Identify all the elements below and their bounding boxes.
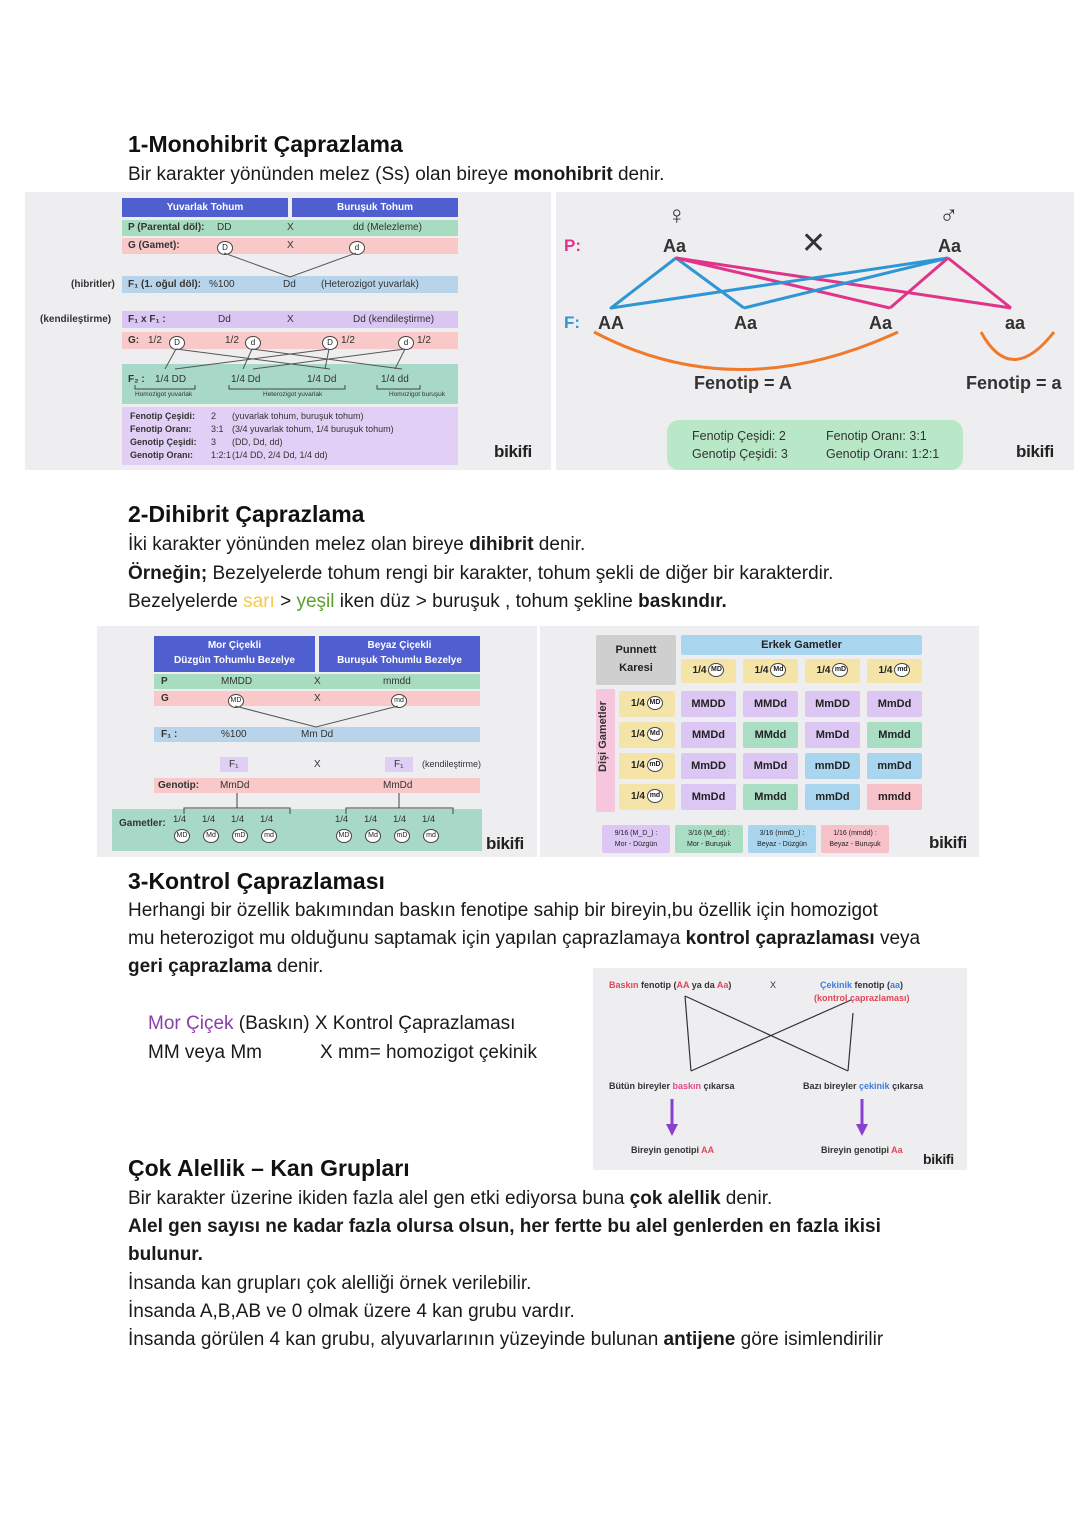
bikifi-logo: bikifi [929, 833, 967, 852]
kan-gruplari-line1: İnsanda kan grupları çok alelliği örnek verilebilir. [128, 1273, 532, 1294]
text-span: fenotip ( [852, 980, 891, 990]
gamete-d: d [349, 241, 365, 255]
legend-phenotype: Mor - Düzgün [614, 841, 658, 848]
section-title-cok-alellik: Çok Alellik – Kan Grupları [128, 1155, 410, 1181]
gamete-fraction: 1/4 [231, 814, 245, 825]
text-span: MM veya Mm [148, 1042, 262, 1063]
f1-note: (kendileştirme) [422, 759, 482, 769]
gamete-Md: Md [647, 727, 663, 741]
side-label-kendilestirme: (kendileştirme) [40, 314, 112, 325]
male-gamete-header [805, 659, 860, 683]
kan-gruplari-line2: İnsanda A,B,AB ve 0 olmak üzere 4 kan grubu vardır. [128, 1301, 575, 1322]
header-erkek-gametler: Erkek Gametler [681, 635, 922, 655]
gamet-x: X [287, 240, 294, 251]
label-g: G [161, 693, 169, 704]
legend-ratio: 1/16 (mmdd) : [833, 830, 877, 837]
dihibrit-definition [128, 531, 585, 560]
text-span: Baskın [609, 980, 639, 990]
genotip-left: MmDd [220, 780, 250, 791]
label-parental: P (Parental döl): [128, 222, 205, 233]
term-baskindir: baskındır. [638, 591, 727, 612]
gamete-MD: MD [174, 829, 190, 843]
f1xf1-right: Dd (kendileştirme) [353, 314, 435, 325]
gamete-fraction: 1/4 [422, 814, 436, 825]
text-span: Bireyin genotipi [821, 1145, 892, 1155]
parent-left-genotype: Aa [663, 236, 687, 256]
gamete-md: md [894, 663, 910, 677]
parental-left: DD [217, 222, 232, 233]
gamete-mD: mD [647, 758, 663, 772]
kontrol-example-line2 [148, 1039, 262, 1068]
legend-ratio: 9/16 (M_D_) : [614, 830, 658, 837]
label-f1: F₁ : [161, 729, 178, 740]
kontrol-example-line1 [148, 1010, 515, 1039]
sum-genotip-cesidi-num: 3 [211, 437, 217, 447]
gamete-fraction: 1/4 [260, 814, 274, 825]
genotip-AA-label [631, 1145, 714, 1155]
cross-x-icon: ✕ [801, 227, 827, 260]
bikifi-logo: bikifi [1016, 442, 1054, 461]
label-genotip: Genotip: [158, 780, 200, 791]
fenotip-recessive-label: Fenotip = a [966, 373, 1062, 393]
g2-frac-b: 1/2 [225, 335, 239, 346]
f1-right: F₁ [394, 759, 404, 770]
f2-note-homo-yuvarlak: Homozigot yuvarlak [135, 391, 193, 398]
punnett-cell: MmDd [743, 753, 798, 779]
label-gametler: Gametler: [119, 818, 166, 829]
sum-genotip-cesidi-key: Genotip Çeşidi: [130, 437, 197, 447]
side-label-hibrit: (hibritler) [71, 279, 115, 290]
gamete-D: D [217, 241, 233, 255]
f1-genotype: Mm Dd [301, 729, 334, 740]
gamete-fraction: 1/4 [631, 698, 645, 709]
gamete-md: md [391, 694, 407, 708]
text-span: denir. [533, 534, 586, 555]
header-line: Mor Çiçekli [207, 640, 262, 651]
alel-rule-line1: Alel gen sayısı ne kadar fazla olursa olsun, her fertte bu alel genlerden en fazla ikisi [128, 1216, 881, 1237]
punnett-cell: MmDD [681, 753, 736, 779]
sum-fenotip-orani-num: 3:1 [211, 424, 224, 434]
label-f1: F₁ (1. oğul döl): [128, 279, 202, 290]
text-span: ) [728, 980, 732, 990]
corner-line: Punnett [615, 644, 657, 656]
text-span: çıkarsa [701, 1081, 735, 1091]
section-title-dihibrit: 2-Dihibrit Çaprazlama [128, 501, 365, 527]
punnett-cell: Mmdd [743, 784, 798, 810]
p-left: MMDD [221, 676, 253, 687]
text-span: fenotip ( [638, 980, 677, 990]
gamete-md: md [423, 829, 439, 843]
f2-dd-recessive: 1/4 dd [381, 374, 409, 385]
gamete-mD: mD [832, 663, 848, 677]
female-gamete-header [619, 691, 675, 717]
female-symbol-icon: ♀ [667, 200, 687, 230]
gamete-fraction: 1/4 [816, 665, 831, 676]
bikifi-logo: bikifi [494, 442, 532, 461]
kontrol-example-line2b [320, 1039, 537, 1068]
color-word-yesil: yeşil [296, 591, 335, 612]
header-disi-gametler: Dişi Gametler [597, 701, 609, 772]
monohibrit-definition [128, 161, 664, 190]
genotip-right: MmDd [383, 780, 413, 791]
cok-alellik-definition [128, 1185, 772, 1214]
g2-frac-c: 1/2 [341, 335, 355, 346]
punnett-cell: Mmdd [867, 722, 922, 748]
header-line: Buruşuk Tohumlu Bezelye [337, 655, 462, 666]
g2-frac-d: 1/2 [417, 335, 431, 346]
punnett-cell: mmdd [867, 784, 922, 810]
female-gamete-header [619, 784, 675, 810]
f2-dd-hetero-1: 1/4 Dd [231, 374, 261, 385]
text-span: Aa [716, 980, 729, 990]
dihibrit-example [128, 560, 833, 589]
gamete-fraction: 1/4 [878, 665, 893, 676]
baskin-fenotip-label [609, 980, 731, 990]
sum-genotip-orani-num: 1:2:1 [211, 450, 232, 460]
monohibrit-table-figure [25, 192, 551, 470]
parental-x: X [287, 222, 294, 233]
gamete-md: md [647, 789, 663, 803]
p-x: X [314, 676, 321, 687]
color-word-sari: sarı [243, 591, 275, 612]
section-title-kontrol: 3-Kontrol Çaprazlaması [128, 868, 385, 894]
punnett-cell: MmDD [805, 691, 860, 717]
gamete-MD: MD [228, 694, 244, 708]
text-span: denir. [720, 1188, 773, 1209]
gamete-fraction: 1/4 [335, 814, 349, 825]
legend-ratio: 3/16 (mmD_) : [759, 830, 805, 837]
text-span: İnsanda görülen 4 kan grubu, alyuvarlarının yüzeyinde bulunan [128, 1329, 664, 1350]
sum-fenotip-orani-val: (3/4 yuvarlak tohum, 1/4 buruşuk tohum) [232, 424, 394, 434]
gamete-fraction: 1/4 [631, 760, 645, 771]
label-gamet: G (Gamet): [128, 240, 180, 251]
f1-x: X [314, 759, 321, 770]
header-yuvarlak: Yuvarlak Tohum [122, 198, 288, 217]
kontrol-caprazlama-figure [593, 968, 967, 1170]
label-p: P [161, 676, 168, 687]
kan-gruplari-line3 [128, 1326, 883, 1355]
kontrol-cross-lines [593, 968, 967, 1170]
term-cok-alellik: çok alellik [629, 1188, 721, 1209]
gamete-D: D [322, 336, 338, 350]
punnett-cell: MmDd [867, 691, 922, 717]
term-geri-caprazlama: geri çaprazlama [128, 956, 272, 977]
corner-line: Karesi [619, 662, 653, 674]
g2-frac-a: 1/2 [148, 335, 162, 346]
text-span: denir. [271, 956, 324, 977]
gamete-fraction: 1/4 [202, 814, 216, 825]
sum-genotip-cesidi-val: (DD, Dd, dd) [232, 437, 283, 447]
f2-dd-hetero-2: 1/4 Dd [307, 374, 337, 385]
parental-right: dd (Melezleme) [353, 222, 422, 233]
header-line: Beyaz Çiçekli [367, 640, 432, 651]
label-f1xf1: F₁ x F₁ : [128, 314, 166, 325]
gamete-d: d [245, 336, 261, 350]
label-g2: G: [128, 335, 140, 346]
term-mor-cicek: Mor Çiçek [148, 1013, 234, 1034]
gamete-fraction: 1/4 [173, 814, 187, 825]
legend-item [748, 825, 816, 853]
sum-genotip-orani-key: Genotip Oranı: [130, 450, 193, 460]
legend-item [602, 825, 670, 853]
dihibrit-table-figure [97, 626, 537, 857]
legend-item [675, 825, 743, 853]
text-span: veya [874, 928, 921, 949]
kontrol-paragraph-line2 [128, 925, 920, 954]
kontrol-paragraph-line3 [128, 953, 323, 982]
f1-left: F₁ [229, 759, 239, 770]
dihibrit-cross-lines [97, 626, 537, 857]
label-f2: F₂ : [128, 374, 145, 385]
text-span: Çekinik [820, 980, 853, 990]
punnett-cell: MMDd [743, 691, 798, 717]
gamete-MD: MD [647, 696, 663, 710]
gamete-fraction: 1/4 [364, 814, 378, 825]
legend-phenotype: Beyaz - Buruşuk [829, 841, 881, 848]
punnett-cell: MMdd [743, 722, 798, 748]
gamete-Md: Md [365, 829, 381, 843]
box-fenotip-cesidi: Fenotip Çeşidi: 2 [692, 429, 786, 443]
text-span: Bazı bireyler [803, 1081, 860, 1091]
dihibrit-dominance [128, 588, 727, 617]
g-x: X [314, 693, 321, 704]
kontrol-caprazlamasi-note: (kontrol çaprazlaması) [814, 993, 910, 1003]
female-gamete-header [619, 753, 675, 779]
text-span: > [274, 591, 297, 612]
text-span: Bir karakter yönünden melez (Ss) olan bireye [128, 164, 514, 185]
f2-note-hetero-yuvarlak: Heterozigot yuvarlak [263, 391, 323, 398]
punnett-corner [596, 635, 676, 685]
term-dihibrit: dihibrit [469, 534, 534, 555]
punnett-cell: mmDd [867, 753, 922, 779]
text-span: X mm= homozigot çekinik [320, 1042, 537, 1063]
punnett-cell: MmDd [681, 784, 736, 810]
sum-genotip-orani-val: (1/4 DD, 2/4 Dd, 1/4 dd) [232, 450, 328, 460]
sum-fenotip-cesidi-num: 2 [211, 411, 217, 421]
monohibrit-cross-lines [25, 192, 551, 470]
text-span: ya da [689, 980, 717, 990]
text-span: baskın [672, 1081, 702, 1091]
text-span: Bütün bireyler [609, 1081, 673, 1091]
gamete-fraction: 1/4 [631, 729, 645, 740]
f1xf1-x: X [287, 314, 294, 325]
gamete-d: d [398, 336, 414, 350]
text-span: denir. [612, 164, 665, 185]
text-span: Bireyin genotipi [631, 1145, 702, 1155]
gamete-Md: Md [203, 829, 219, 843]
punnett-cell: MMDD [681, 691, 736, 717]
male-symbol-icon: ♂ [939, 200, 959, 230]
gamete-fraction: 1/4 [754, 665, 769, 676]
butun-bireyler-label [609, 1081, 735, 1091]
text-span: aa [890, 980, 901, 990]
gamete-Md: Md [770, 663, 786, 677]
gamete-fraction: 1/4 [692, 665, 707, 676]
text-span: çekinik [859, 1081, 890, 1091]
text-span: mu heterozigot mu olduğunu saptamak için yapılan çaprazlamaya [128, 928, 686, 949]
box-fenotip-orani: Fenotip Oranı: 3:1 [826, 429, 927, 443]
punnett-square-figure [540, 626, 979, 857]
gamete-mD: mD [394, 829, 410, 843]
kontrol-paragraph-line1: Herhangi bir özellik bakımından baskın fenotipe sahip bir bireyin,bu özellik için homozigot [128, 900, 878, 921]
gamete-fraction: 1/4 [631, 791, 645, 802]
sum-fenotip-cesidi-val: (yuvarlak tohum, buruşuk tohum) [232, 411, 364, 421]
text-span: AA [701, 1145, 715, 1155]
legend-phenotype: Beyaz - Düzgün [757, 841, 807, 848]
legend-item [821, 825, 889, 853]
gamete-mD: mD [232, 829, 248, 843]
cross-x: X [770, 980, 777, 990]
f1-percent: %100 [221, 729, 247, 740]
term-monohibrit: monohibrit [513, 164, 613, 185]
text-span: (Baskın) X Kontrol Çaprazlaması [233, 1013, 516, 1034]
male-gamete-header [681, 659, 736, 683]
label-p: P: [564, 236, 581, 255]
f2-note-homo-burusuk: Homozigot buruşuk [389, 391, 445, 398]
male-gamete-header [867, 659, 922, 683]
gamete-md: md [261, 829, 277, 843]
text-span: Bir karakter üzerine ikiden fazla alel gen etki ediyorsa buna [128, 1188, 630, 1209]
text-span: Bezelyelerde tohum rengi bir karakter, tohum şekli de diğer bir karakterdir. [207, 563, 834, 584]
sum-fenotip-cesidi-key: Fenotip Çeşidi: [130, 411, 195, 421]
genotip-Aa-label [821, 1145, 903, 1155]
text-span: göre isimlendirilir [735, 1329, 884, 1350]
alel-rule-line2: bulunur. [128, 1244, 203, 1265]
text-span: çıkarsa [889, 1081, 924, 1091]
male-gamete-header [743, 659, 798, 683]
f2-dd-homo: 1/4 DD [155, 374, 187, 385]
legend-ratio: 3/16 (M_dd) : [688, 830, 730, 837]
text-span: AA [676, 980, 690, 990]
header-line: Düzgün Tohumlu Bezelye [174, 655, 295, 666]
bikifi-logo: bikifi [923, 1151, 954, 1167]
label-f: F: [564, 313, 581, 332]
gamete-D: D [169, 336, 185, 350]
f1-genotype: Dd [283, 279, 296, 290]
parent-right-genotype: Aa [938, 236, 962, 256]
text-span: Bezelyelerde [128, 591, 244, 612]
header-burusuk: Buruşuk Tohum [292, 198, 458, 217]
p-right: mmdd [383, 676, 411, 687]
gamete-MD: MD [336, 829, 352, 843]
term-antijene: antijene [663, 1329, 736, 1350]
box-genotip-orani: Genotip Oranı: 1:2:1 [826, 447, 940, 461]
f1xf1-left: Dd [218, 314, 231, 325]
example-prefix: Örneğin; [128, 563, 208, 584]
offspring-AA: AA [598, 313, 624, 333]
cekinik-fenotip-label [820, 980, 903, 990]
bikifi-logo: bikifi [486, 834, 524, 853]
punnett-cell: mmDD [805, 753, 860, 779]
f1-percent: %100 [209, 279, 235, 290]
text-span: Aa [891, 1145, 903, 1155]
punnett-cell: mmDd [805, 784, 860, 810]
term-kontrol-caprazlamasi: kontrol çaprazlaması [685, 928, 875, 949]
punnett-cell: MmDd [805, 722, 860, 748]
f1-description: (Heterozigot yuvarlak) [321, 279, 419, 290]
offspring-Aa-1: Aa [734, 313, 758, 333]
fenotip-dominant-label: Fenotip = A [694, 373, 792, 393]
offspring-aa: aa [1005, 313, 1026, 333]
punnett-cell: MMDd [681, 722, 736, 748]
female-gamete-header [619, 722, 675, 748]
gamete-MD: MD [708, 663, 724, 677]
gamete-fraction: 1/4 [393, 814, 407, 825]
section-title-monohibrit: 1-Monohibrit Çaprazlama [128, 131, 403, 157]
text-span: İki karakter yönünden melez olan bireye [128, 534, 470, 555]
box-genotip-cesidi: Genotip Çeşidi: 3 [692, 447, 788, 461]
sum-fenotip-orani-key: Fenotip Oranı: [130, 424, 192, 434]
offspring-Aa-2: Aa [869, 313, 893, 333]
legend-phenotype: Mor - Buruşuk [687, 841, 731, 848]
text-span: iken düz > buruşuk , tohum şekline [334, 591, 639, 612]
monohibrit-cross-figure [556, 192, 1074, 470]
bazi-bireyler-label [803, 1081, 923, 1091]
text-span: ) [900, 980, 904, 990]
